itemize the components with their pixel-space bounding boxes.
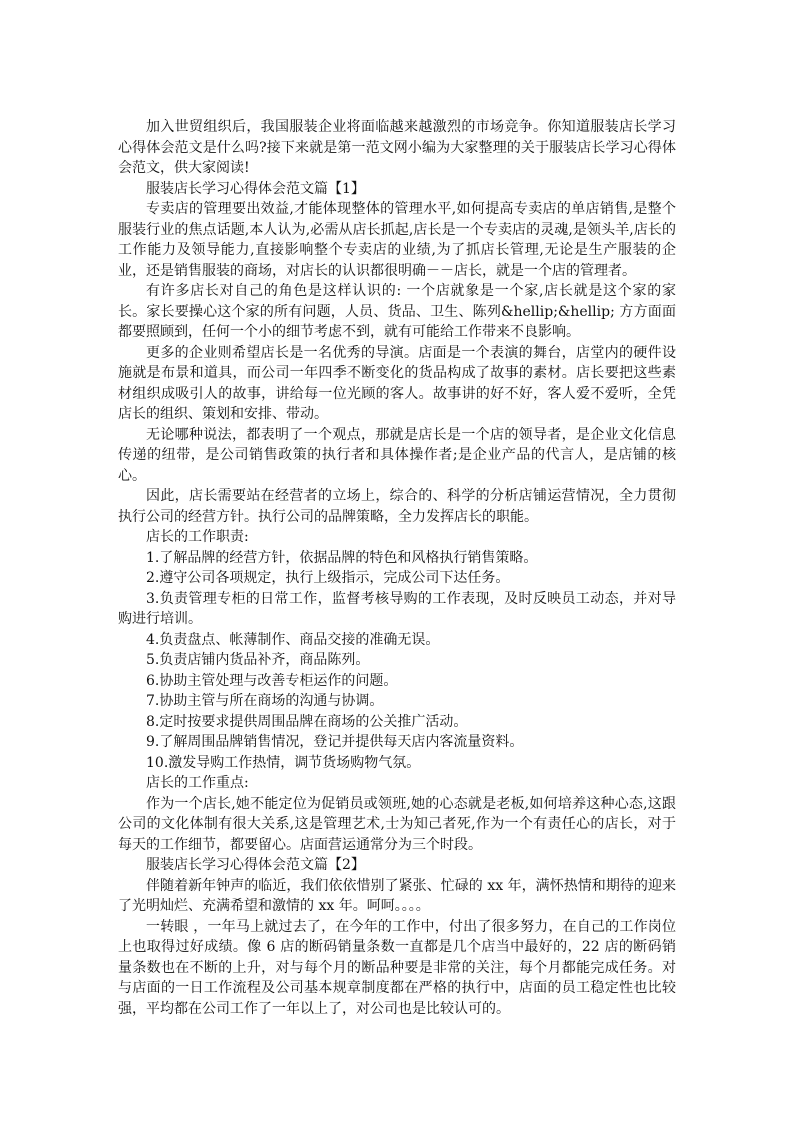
body-paragraph: 更多的企业则希望店长是一名优秀的导演。店面是一个表演的舞台，店堂内的硬件设施就是布景和道具，而公司一年四季不断变化的货品构成了故事的素材。店长要把这些素材组织成吸引人的故事，讲给每一位光顾的客人。故事讲的好不好，客人爱不爱听，全凭店长的组织、策划和安排、带动。 xyxy=(118,344,676,422)
body-paragraph: 无论哪种说法，都表明了一个观点，那就是店长是一个店的领导者，是企业文化信息传递的纽带，是公司销售政策的执行者和具体操作者;是企业产品的代言人，是店铺的核心。 xyxy=(118,426,676,484)
duty-item: 7.协助主管与所在商场的沟通与协调。 xyxy=(146,693,384,709)
duty-item: 4.负责盘点、帐薄制作、商品交接的准确无误。 xyxy=(146,631,440,648)
duty-item: 5.负责店铺内货品补齐，商品陈列。 xyxy=(146,652,370,668)
body-paragraph: 作为一个店长,她不能定位为促销员或领班,她的心态就是老板,如何培养这种心态,这跟公司的文化体制有很大关系,这是管理艺术,士为知己者死,作为一个有责任心的店长，对于每天的工作细节，都要留心。店面营运通常分为三个时段。 xyxy=(118,795,676,853)
section-heading-1: 服装店长学习心得体会范文篇【1】 xyxy=(146,180,365,197)
duty-item: 10.激发导购工作热情，调节货场购物气氛。 xyxy=(146,754,421,771)
duty-item: 3.负责管理专柜的日常工作，监督考核导购的工作表现，及时反映员工动态，并对导购进行培训。 xyxy=(118,590,676,627)
body-paragraph: 因此，店长需要站在经营者的立场上，综合的、科学的分析店铺运营情况，全力贯彻执行公司的经营方针。执行公司的品牌策略，全力发挥店长的职能。 xyxy=(118,488,676,525)
duties-heading: 店长的工作职责: xyxy=(146,529,249,545)
focus-heading: 店长的工作重点: xyxy=(146,775,249,791)
duty-item: 9.了解周围品牌销售情况，登记并提供每天店内客流量资料。 xyxy=(146,734,524,750)
body-paragraph: 一转眼 ，一年马上就过去了，在今年的工作中，付出了很多努力，在自己的工作岗位上也取得过好成绩。像 6 店的断码销量条数一直都是几个店当中最好的，22 店的断码销量条数也在不断的上升，对与每个月的断品种要是非常的关注，每个月都能完成任务。对与店面的一日工作流程及公司基本规章制度都在严格的执行中，店面的员工稳定性也比较强，平均都在公司工作了一年以上了，对公司也是比较认可的。 xyxy=(118,918,676,1017)
duty-item: 6.协助主管处理与改善专柜运作的问题。 xyxy=(146,672,398,689)
duty-item: 2.遵守公司各项规定，执行上级指示，完成公司下达任务。 xyxy=(146,570,510,586)
body-paragraph: 伴随着新年钟声的临近，我们依依惜别了紧张、忙碌的 xx 年，满怀热情和期待的迎来了光明灿烂、充满希望和激情的 xx 年。呵呵。。。。 xyxy=(118,877,676,914)
duty-item: 8.定时按要求提供周围品牌在商场的公关推广活动。 xyxy=(146,713,468,730)
duty-item: 1.了解品牌的经营方针，依据品牌的特色和风格执行销售策略。 xyxy=(146,549,538,566)
body-paragraph: 专卖店的管理要出效益,才能体现整体的管理水平,如何提高专卖店的单店销售,是整个服装行业的焦点话题,本人认为,必需从店长抓起,店长是一个专卖店的灵魂,是领头羊,店长的工作能力及领导能力,直接影响整个专卖店的业绩,为了抓店长管理,无论是生产服装的企业，还是销售服装的商场，对店长的认识都很明确－－店长，就是一个店的管理者。 xyxy=(118,201,676,279)
body-paragraph: 有许多店长对自己的角色是这样认识的: 一个店就象是一个家,店长就是这个家的家长。家长要操心这个家的所有问题，人员、货品、卫生、陈列&hellip;&hellip; 方方面面都要照顾到，任何一个小的细节考虑不到，就有可能给工作带来不良影响。 xyxy=(118,283,676,340)
section-heading-2: 服装店长学习心得体会范文篇【2】 xyxy=(146,857,365,873)
intro-paragraph: 加入世贸组织后，我国服装企业将面临越来越激烈的市场竞争。你知道服装店长学习心得体会范文是什么吗?接下来就是第一范文网小编为大家整理的关于服装店长学习心得体会范文，供大家阅读! xyxy=(118,119,676,176)
document-body xyxy=(118,117,676,1019)
